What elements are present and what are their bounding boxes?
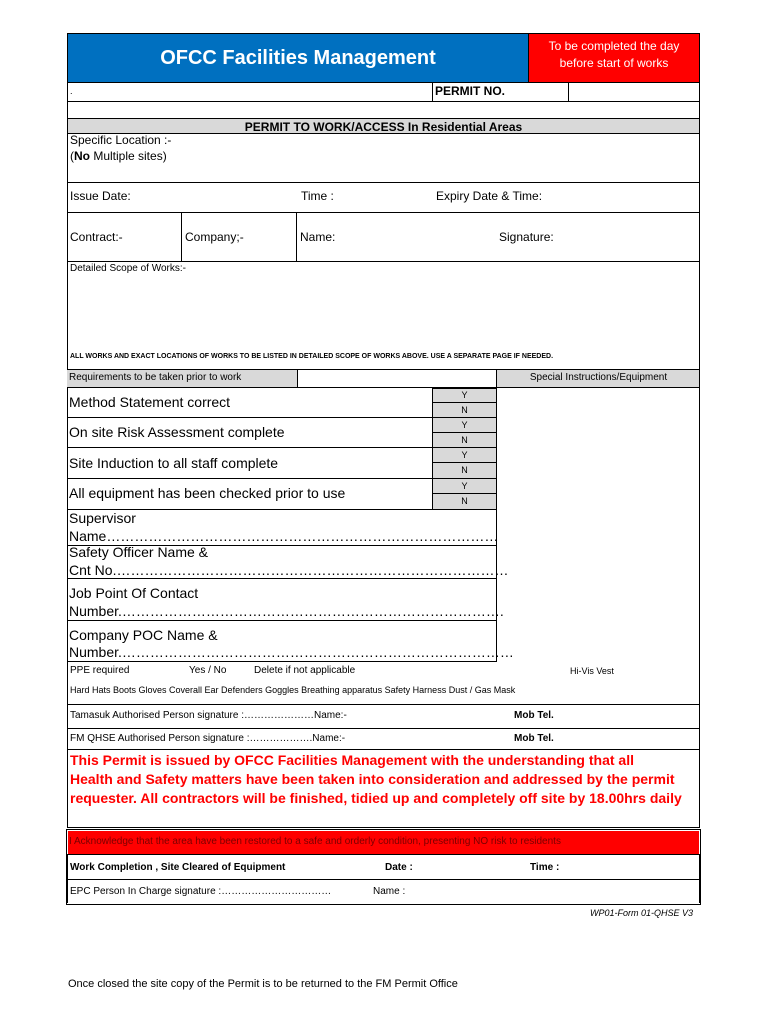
location-row	[67, 134, 700, 183]
requirement-row: On site Risk Assessment complete	[67, 418, 432, 448]
permit-no-field[interactable]	[569, 83, 699, 102]
form-code: WP01-Form 01-QHSE V3	[589, 908, 693, 918]
notice-line-2: before start of works	[559, 56, 669, 70]
page-title: OFCC Facilities Management	[160, 47, 436, 69]
yn-yes-cell[interactable]: Y	[433, 418, 496, 433]
yn-yes-cell[interactable]: Y	[433, 448, 496, 463]
contract-label: Contract:-	[70, 230, 123, 244]
signature-label: Signature:	[499, 230, 554, 244]
yn-yes-cell[interactable]: Y	[433, 388, 496, 403]
location-note: (No Multiple sites)	[70, 149, 167, 163]
ppe-delete-note: Delete if not applicable	[254, 665, 356, 676]
notice-line-1: To be completed the day	[548, 39, 680, 53]
epc-signature-row[interactable]: EPC Person In Charge signature :…………………………… Name :	[67, 880, 700, 903]
ppe-items[interactable]: Hard Hats Boots Gloves Coverall Ear Defenders Goggles Breathing apparatus Safety Harness Dust / Gas Mask	[70, 685, 516, 695]
permit-no-label-cell	[432, 83, 569, 102]
contract-row	[67, 213, 700, 262]
company-poc-row[interactable]: Company POC Name & Number.…………………………………………………………………………	[69, 627, 514, 660]
ppe-yes-no[interactable]: Yes / No	[189, 665, 227, 676]
location-label: Specific Location :-	[70, 133, 172, 147]
footer-note: Once closed the site copy of the Permit is to be returned to the FM Permit Office	[68, 978, 458, 990]
safety-officer-row[interactable]: Safety Officer Name & Cnt No.…………………………………………………………………………	[69, 544, 509, 578]
yn-no-cell[interactable]: N	[433, 494, 496, 510]
ppe-section	[67, 662, 700, 705]
scope-note: ALL WORKS AND EXACT LOCATIONS OF WORKS TO BE LISTED IN DETAILED SCOPE OF WORKS ABOVE. USE A SEPARATE PAGE IF NEEDED.	[70, 353, 554, 360]
requirement-row: Method Statement correct	[67, 388, 432, 418]
company-label: Company;-	[185, 230, 244, 244]
special-instructions-area[interactable]	[496, 388, 700, 662]
permit-statement: This Permit is issued by OFCC Facilities Management with the understanding that all Health and Safety matters have been taken into consideration and addressed by the permit requester. All contractors will be finished, tidied up and completely off site by 18.00hrs daily	[67, 750, 700, 828]
requirement-row: All equipment has been checked prior to use	[67, 479, 432, 510]
permit-row-dot: .	[70, 86, 73, 96]
issue-date-label: Issue Date:	[70, 189, 131, 203]
notice-box	[528, 33, 700, 83]
yn-no-cell[interactable]: N	[433, 463, 496, 479]
yn-yes-cell[interactable]: Y	[433, 479, 496, 494]
scope-label: Detailed Scope of Works:-	[70, 263, 186, 274]
company-cell	[181, 213, 297, 261]
work-completion-row[interactable]: Work Completion , Site Cleared of Equipment Date : Time :	[67, 854, 700, 880]
permit-no-label: PERMIT NO.	[435, 84, 506, 98]
expiry-label: Expiry Date & Time:	[436, 189, 543, 203]
supervisor-row[interactable]: Supervisor Name…………………………………………………………………………	[69, 510, 499, 544]
issue-row	[67, 183, 700, 213]
yn-no-cell[interactable]: N	[433, 403, 496, 418]
fm-signature-row[interactable]: FM QHSE Authorised Person signature :……………….Name:- Mob Tel.	[67, 729, 700, 750]
tamasuk-signature-row[interactable]: Tamasuk Authorised Person signature :…………………Name:- Mob Tel.	[67, 705, 700, 729]
form-title: PERMIT TO WORK/ACCESS In Residential Areas	[244, 120, 523, 134]
header-title-bar	[67, 33, 529, 83]
form-title-bar	[67, 118, 700, 134]
name-label: Name:	[300, 230, 336, 244]
ppe-hivis[interactable]: Hi-Vis Vest	[570, 666, 614, 676]
spacer-row	[67, 102, 700, 119]
requirement-row: Site Induction to all staff complete	[67, 448, 432, 479]
requirements-header-left: Requirements to be taken prior to work	[67, 370, 298, 387]
ppe-required-label: PPE required	[70, 665, 130, 676]
job-poc-row[interactable]: Job Point Of Contact Number.……………………………………………………………………….	[67, 579, 497, 621]
time-label: Time :	[301, 189, 334, 203]
acknowledge-bar: I Acknowledge that the area have been restored to a safe and orderly condition, presenting NO risk to residents	[68, 831, 699, 854]
scope-row	[67, 262, 700, 370]
yn-no-cell[interactable]: N	[433, 433, 496, 448]
requirements-header-right: Special Instructions/Equipment	[496, 370, 699, 387]
